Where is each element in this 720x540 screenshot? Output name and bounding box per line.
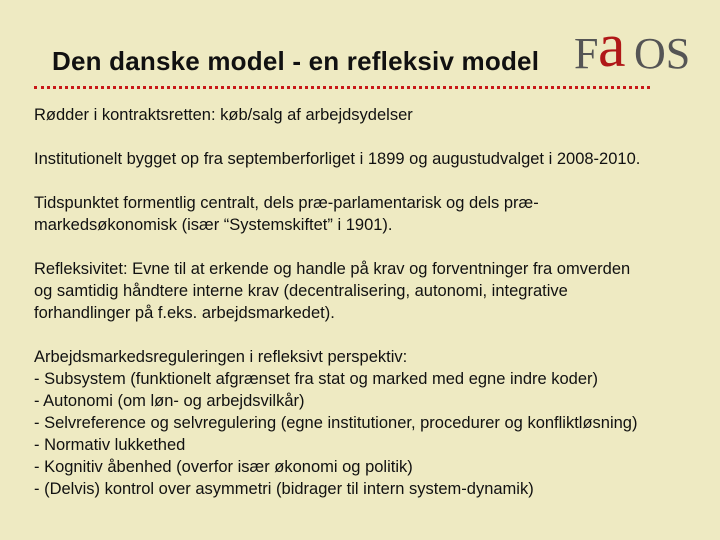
text-line: Rødder i kontraktsretten: køb/salg af arbejdsydelser: [34, 106, 413, 124]
text-line: Refleksivitet: Evne til at erkende og handle på krav og forventninger fra omverden: [34, 260, 631, 278]
paragraph-reflexivity: [34, 258, 704, 324]
logo-letter-a: a: [598, 12, 626, 78]
logo-letters-os: OS: [634, 29, 691, 78]
title-divider: [34, 86, 650, 89]
text-line: Arbejdsmarkedsreguleringen i refleksivt perspektiv:: [34, 348, 408, 366]
paragraph-timing: [34, 192, 704, 236]
logo-letter-f: F: [574, 29, 599, 78]
bullet-line: - Normativ lukkethed: [34, 436, 186, 454]
bullet-line: - (Delvis) kontrol over asymmetri (bidrager til intern system-dynamik): [34, 480, 534, 498]
bullet-line: - Subsystem (funktionelt afgrænset fra stat og marked med egne indre koder): [34, 370, 599, 388]
text-line: Institutionelt bygget op fra septemberforliget i 1899 og augustudvalget i 2008-2010.: [34, 150, 641, 168]
paragraph-roots: [34, 104, 704, 126]
bullet-line: - Autonomi (om løn- og arbejdsvilkår): [34, 392, 305, 410]
paragraph-institutional: [34, 148, 704, 170]
faos-logo: [570, 8, 710, 78]
bullet-line: - Kognitiv åbenhed (overfor især økonomi og politik): [34, 458, 413, 476]
paragraph-regulation: [34, 346, 704, 500]
slide-title: Den danske model - en refleksiv model: [52, 46, 540, 76]
bullet-line: - Selvreference og selvregulering (egne institutioner, procedurer og konfliktløsning): [34, 414, 638, 432]
slide-body: [34, 104, 704, 522]
text-line: forhandlinger på f.eks. arbejdsmarkedet).: [34, 304, 335, 322]
text-line: Tidspunktet formentlig centralt, dels præ-parlamentarisk og dels præ-: [34, 194, 539, 212]
text-line: markedsøkonomisk (især “Systemskiftet” i 1901).: [34, 216, 393, 234]
text-line: og samtidig håndtere interne krav (decentralisering, autonomi, integrative: [34, 282, 568, 300]
